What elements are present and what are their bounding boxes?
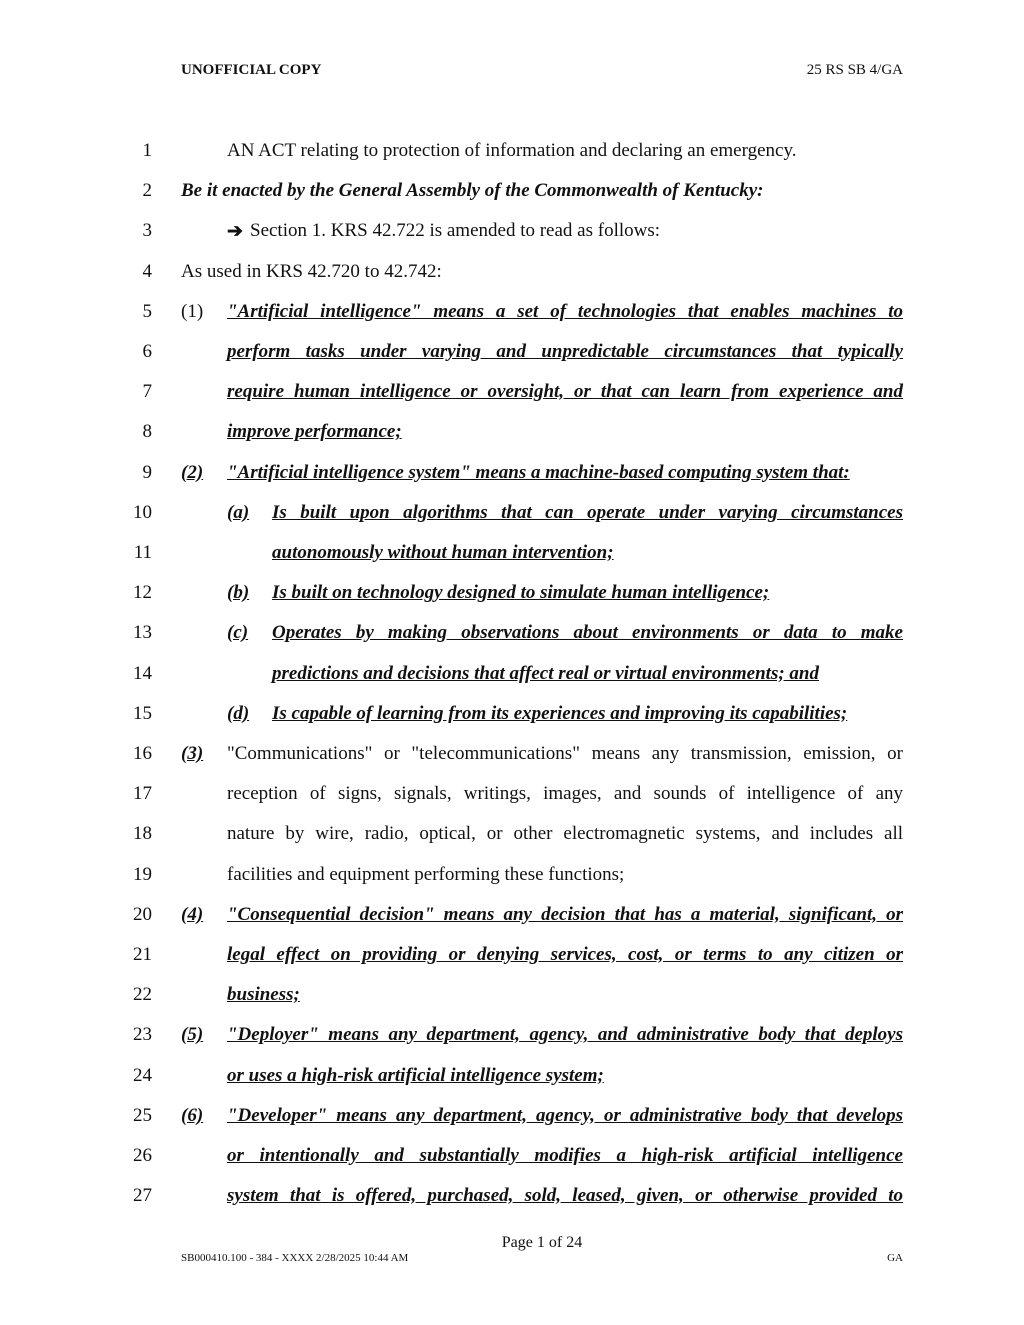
subsection-marker: (6) xyxy=(181,1104,204,1126)
bill-line xyxy=(0,622,1024,652)
subsection-marker: (3) xyxy=(181,743,204,764)
line-text: "Artificial intelligence system" means a machine-based computing system that: xyxy=(227,461,850,483)
header-right: 25 RS SB 4/GA xyxy=(806,62,903,78)
line-number: 27 xyxy=(133,1185,152,1207)
bill-line xyxy=(0,1145,1024,1175)
line-number: 22 xyxy=(133,984,152,1006)
line-number: 25 xyxy=(133,1104,152,1126)
line-text: facilities and equipment performing these functions; xyxy=(227,863,625,885)
bill-line xyxy=(0,663,1024,693)
header-left: UNOFFICIAL COPY xyxy=(181,62,322,78)
line-number: 7 xyxy=(142,381,152,403)
line-number: 15 xyxy=(133,702,152,724)
bill-line xyxy=(0,341,1024,371)
bill-line xyxy=(0,944,1024,974)
line-text: "Artificial intelligence" means a set of technologies that enables machines to xyxy=(227,300,903,322)
bill-line xyxy=(0,783,1024,813)
line-text: or intentionally and substantially modifies a high-risk artificial intelligence xyxy=(227,1145,903,1166)
line-number: 19 xyxy=(133,863,152,885)
line-text: AN ACT relating to protection of information and declaring an emergency. xyxy=(227,140,797,161)
line-number: 13 xyxy=(133,622,152,644)
subsection-marker: (1) xyxy=(181,300,204,322)
section-arrow-icon: ➔ xyxy=(227,221,243,243)
bill-line xyxy=(0,743,1024,773)
bill-line xyxy=(0,140,1024,170)
line-number: 20 xyxy=(133,903,152,925)
line-text: autonomously without human intervention; xyxy=(272,542,614,563)
line-text: perform tasks under varying and unpredictable circumstances that typically xyxy=(227,341,903,362)
line-text: Is built upon algorithms that can operate under varying circumstances xyxy=(272,501,903,523)
line-number: 9 xyxy=(142,461,152,483)
footer-document-id: SB000410.100 - 384 - XXXX 2/28/2025 10:44 AM xyxy=(181,1252,409,1264)
subsection-marker: (2) xyxy=(181,461,204,483)
line-number: 12 xyxy=(133,582,152,604)
line-number: 5 xyxy=(142,300,152,322)
bill-line xyxy=(0,301,1024,331)
line-number: 4 xyxy=(142,260,152,282)
line-text: reception of signs, signals, writings, images, and sounds of intelligence of any xyxy=(227,783,903,805)
line-text: improve performance; xyxy=(227,421,402,443)
line-text: nature by wire, radio, optical, or other electromagnetic systems, and includes all xyxy=(227,823,903,845)
subsection-marker: (b) xyxy=(227,582,250,604)
bill-line xyxy=(0,823,1024,853)
line-text: require human intelligence or oversight, or that can learn from experience and xyxy=(227,381,903,403)
line-number: 6 xyxy=(142,341,152,362)
line-number: 3 xyxy=(142,220,152,242)
line-text: "Communications" or "telecommunications" means any transmission, emission, or xyxy=(227,743,903,764)
line-text: As used in KRS 42.720 to 42.742: xyxy=(181,260,442,282)
bill-line xyxy=(0,904,1024,934)
bill-line xyxy=(0,864,1024,894)
bill-line xyxy=(0,703,1024,733)
line-number: 18 xyxy=(133,823,152,845)
line-number: 8 xyxy=(142,421,152,443)
line-number: 21 xyxy=(133,944,152,965)
line-text: Section 1. KRS 42.722 is amended to read as follows: xyxy=(250,220,661,242)
bill-line xyxy=(0,421,1024,451)
line-number: 24 xyxy=(133,1064,152,1086)
bill-line xyxy=(0,1065,1024,1095)
bill-line xyxy=(0,261,1024,291)
subsection-marker: (4) xyxy=(181,903,204,925)
line-text: legal effect on providing or denying services, cost, or terms to any citizen or xyxy=(227,944,903,965)
bill-line xyxy=(0,502,1024,532)
bill-line xyxy=(0,381,1024,411)
line-text: predictions and decisions that affect real or virtual environments; and xyxy=(272,662,819,684)
line-text: Operates by making observations about environments or data to make xyxy=(272,622,903,644)
line-number: 23 xyxy=(133,1024,152,1046)
bill-line xyxy=(0,984,1024,1014)
bill-line xyxy=(0,582,1024,612)
line-text: or uses a high-risk artificial intelligence system; xyxy=(227,1064,604,1086)
line-text: Is capable of learning from its experiences and improving its capabilities; xyxy=(272,702,848,724)
line-text: "Developer" means any department, agency, or administrative body that develops xyxy=(227,1104,903,1126)
subsection-marker: (a) xyxy=(227,501,250,523)
subsection-marker: (d) xyxy=(227,702,250,724)
page-number: Page 1 of 24 xyxy=(501,1234,583,1251)
line-number: 11 xyxy=(133,542,152,563)
line-number: 17 xyxy=(133,783,152,805)
bill-line xyxy=(0,220,1024,250)
footer-initials: GA xyxy=(887,1252,903,1264)
bill-line xyxy=(0,1105,1024,1135)
line-text: Be it enacted by the General Assembly of the Commonwealth of Kentucky: xyxy=(181,180,764,202)
subsection-marker: (5) xyxy=(181,1024,204,1046)
subsection-marker: (c) xyxy=(227,622,249,644)
line-text: "Consequential decision" means any decision that has a material, significant, or xyxy=(227,903,903,925)
line-number: 10 xyxy=(133,501,152,523)
line-text: business; xyxy=(227,984,300,1006)
line-number: 1 xyxy=(142,140,152,161)
line-number: 26 xyxy=(133,1145,152,1166)
line-number: 2 xyxy=(142,180,152,202)
line-number: 14 xyxy=(133,662,152,684)
line-number: 16 xyxy=(133,743,152,764)
line-text: Is built on technology designed to simulate human intelligence; xyxy=(272,582,770,604)
bill-line xyxy=(0,1185,1024,1215)
bill-line xyxy=(0,542,1024,572)
bill-line xyxy=(0,462,1024,492)
line-text: system that is offered, purchased, sold, leased, given, or otherwise provided to xyxy=(227,1185,903,1207)
bill-line xyxy=(0,180,1024,210)
line-text: "Deployer" means any department, agency, and administrative body that deploys xyxy=(227,1024,903,1046)
bill-line xyxy=(0,1024,1024,1054)
